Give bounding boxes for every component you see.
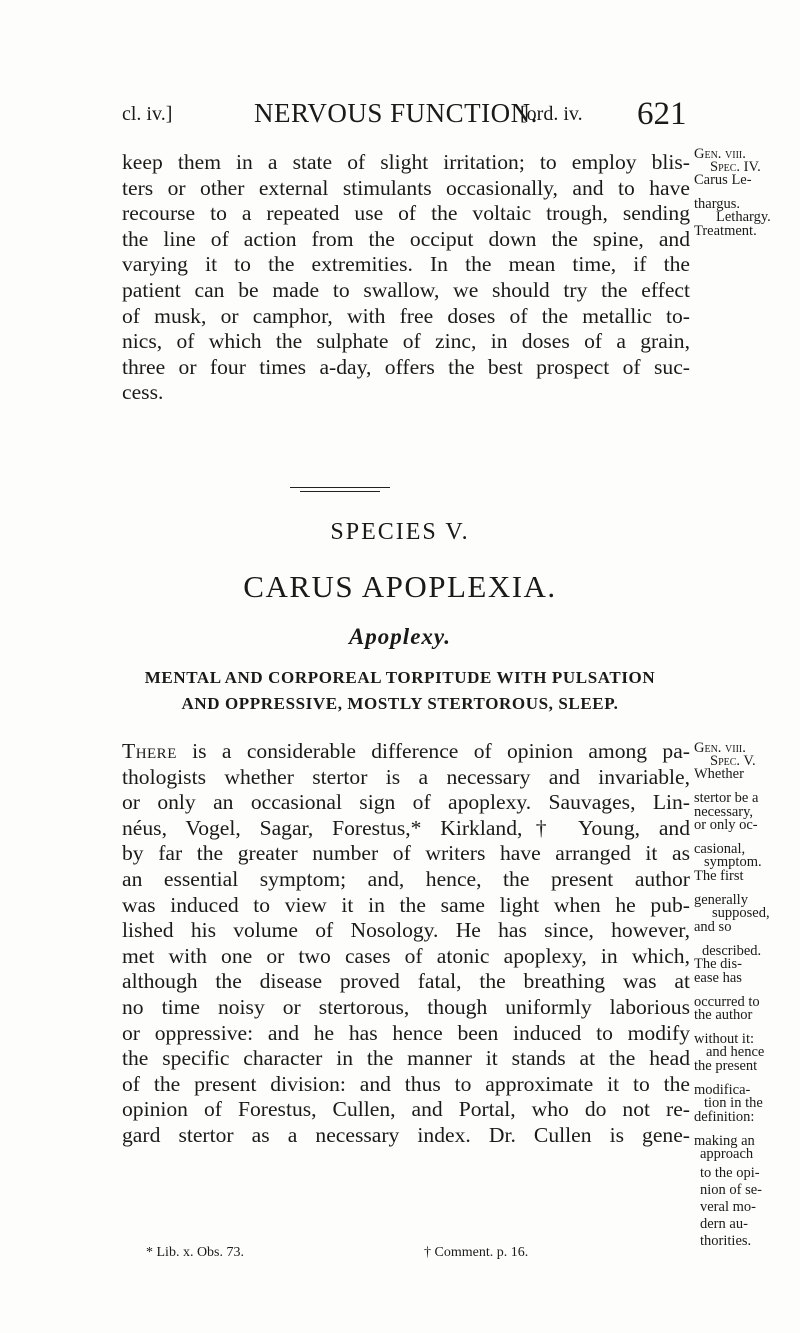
text-line: although the disease proved fatal, the breathing was at [122, 969, 690, 994]
margin-line: necessary, [694, 804, 754, 820]
margin-line: thargus. [694, 196, 741, 212]
margin-line: Spec. IV. [710, 159, 761, 175]
chapter-reference: cl. iv.] [122, 103, 173, 125]
text-line: or oppressive: and he has hence been induced to modify [122, 1020, 690, 1045]
margin-line: without it: [694, 1031, 755, 1047]
margin-line: and hence [706, 1044, 765, 1060]
margin-line: modifica- [694, 1082, 751, 1098]
species-definition: AND OPPRESSIVE, MOSTLY STERTOROUS, SLEEP. [181, 694, 619, 713]
margin-line: stertor be a [694, 790, 759, 806]
margin-line: Gen. viii. [694, 146, 746, 162]
margin-line: Lethargy. [716, 209, 771, 225]
text-line: was induced to view it in the same light when he pub- [122, 892, 690, 917]
margin-line: The first [694, 868, 744, 884]
species-heading: SPECIES V. [330, 519, 470, 545]
margin-line: Spec. V. [710, 753, 756, 769]
margin-line: occurred to [694, 994, 760, 1010]
margin-line: described. [702, 943, 762, 959]
margin-line: or only oc- [694, 817, 758, 833]
separator-rule [290, 487, 390, 488]
text-line: met with one or two cases of atonic apoplexy, in which, [122, 943, 690, 968]
text-line: ters or other external stimulants occasionally, and to have [122, 175, 690, 200]
text-line: by far the greater number of writers have arranged it as [122, 841, 690, 866]
footnote-kirkland: † Comment. p. 16. [424, 1245, 529, 1260]
text-line: or only an occasional sign of apoplexy. Sauvages, Lin- [122, 790, 690, 815]
margin-line: generally [694, 892, 748, 908]
margin-line: the present [694, 1058, 758, 1074]
text-line: nics, of which the sulphate of zinc, in doses of a grain, [122, 329, 690, 354]
text-line: néus, Vogel, Sagar, Forestus,* Kirkland,† Young, and [122, 815, 690, 840]
margin-line: supposed, [712, 905, 770, 921]
text-line: patient can be made to swallow, we should try the effect [122, 277, 690, 302]
margin-line: The dis- [694, 956, 742, 972]
text-line: recourse to a repeated use of the voltaic trough, sending [122, 201, 690, 226]
text-line: lished his volume of Nosology. He has since, however, [122, 918, 690, 943]
text-line: cess. [122, 380, 164, 405]
margin-line: and so [694, 919, 732, 935]
running-header [122, 96, 712, 140]
margin-line: casional, [694, 841, 746, 857]
margin-line: thorities. [700, 1233, 752, 1249]
margin-line: the author [694, 1007, 753, 1023]
margin-line: making an [694, 1133, 755, 1149]
margin-line: symptom. [704, 854, 762, 870]
order-reference: [ord. iv. [520, 103, 583, 125]
drop-word: There [122, 739, 177, 763]
species-vernacular-name: Apoplexy. [348, 624, 452, 649]
margin-line: Whether [694, 766, 744, 782]
separator-rule [300, 491, 380, 492]
species-subtitle: CARUS APOPLEXIA. [243, 569, 557, 604]
margin-line: ease has [694, 970, 742, 986]
text-line: an essential symptom; and, hence, the present author [122, 866, 690, 891]
paragraph-treatment [122, 150, 690, 406]
margin-line: Gen. viii. [694, 740, 746, 756]
margin-note-stertor [694, 740, 800, 1250]
margin-line: tion in the [704, 1095, 763, 1111]
footnote-forestus: * Lib. x. Obs. 73. [146, 1245, 244, 1260]
text-line: keep them in a state of slight irritation; to employ blis- [122, 150, 690, 174]
margin-line: to the opi- [700, 1165, 760, 1181]
margin-line: Treatment. [694, 223, 757, 239]
paragraph-stertor [122, 739, 690, 1149]
margin-line: approach [700, 1146, 754, 1162]
text-line: thologists whether stertor is a necessary and invariable, [122, 764, 690, 789]
margin-line: nion of se- [700, 1182, 763, 1198]
text-line: the specific character in the manner it stands at the head [122, 1046, 690, 1071]
margin-line: definition: [694, 1109, 755, 1125]
text-line: varying it to the extremities. In the mean time, if the [122, 252, 690, 277]
margin-line: dern au- [700, 1216, 748, 1232]
text-line: of the present division: and thus to approximate it to the [122, 1071, 690, 1096]
margin-line: veral mo- [700, 1199, 756, 1215]
text-line: of musk, or camphor, with free doses of the metallic to- [122, 303, 690, 328]
text-line: There is a considerable difference of opinion among pa- [122, 739, 690, 763]
text-line: the line of action from the occiput down the spine, and [122, 226, 690, 251]
margin-note-treatment [694, 146, 800, 237]
margin-line: Carus Le- [694, 172, 752, 188]
text-line: gard stertor as a necessary index. Dr. Cullen is gene- [122, 1122, 690, 1147]
page-number: 621 [637, 96, 687, 132]
text-line: no time noisy or stertorous, though uniformly laborious [122, 994, 690, 1019]
text-line: opinion of Forestus, Cullen, and Portal, who do not re- [122, 1097, 690, 1122]
running-title: NERVOUS FUNCTION. [254, 98, 538, 128]
text-line: three or four times a-day, offers the best prospect of suc- [122, 354, 690, 379]
species-definition: MENTAL AND CORPOREAL TORPITUDE WITH PULSATION [144, 668, 656, 687]
